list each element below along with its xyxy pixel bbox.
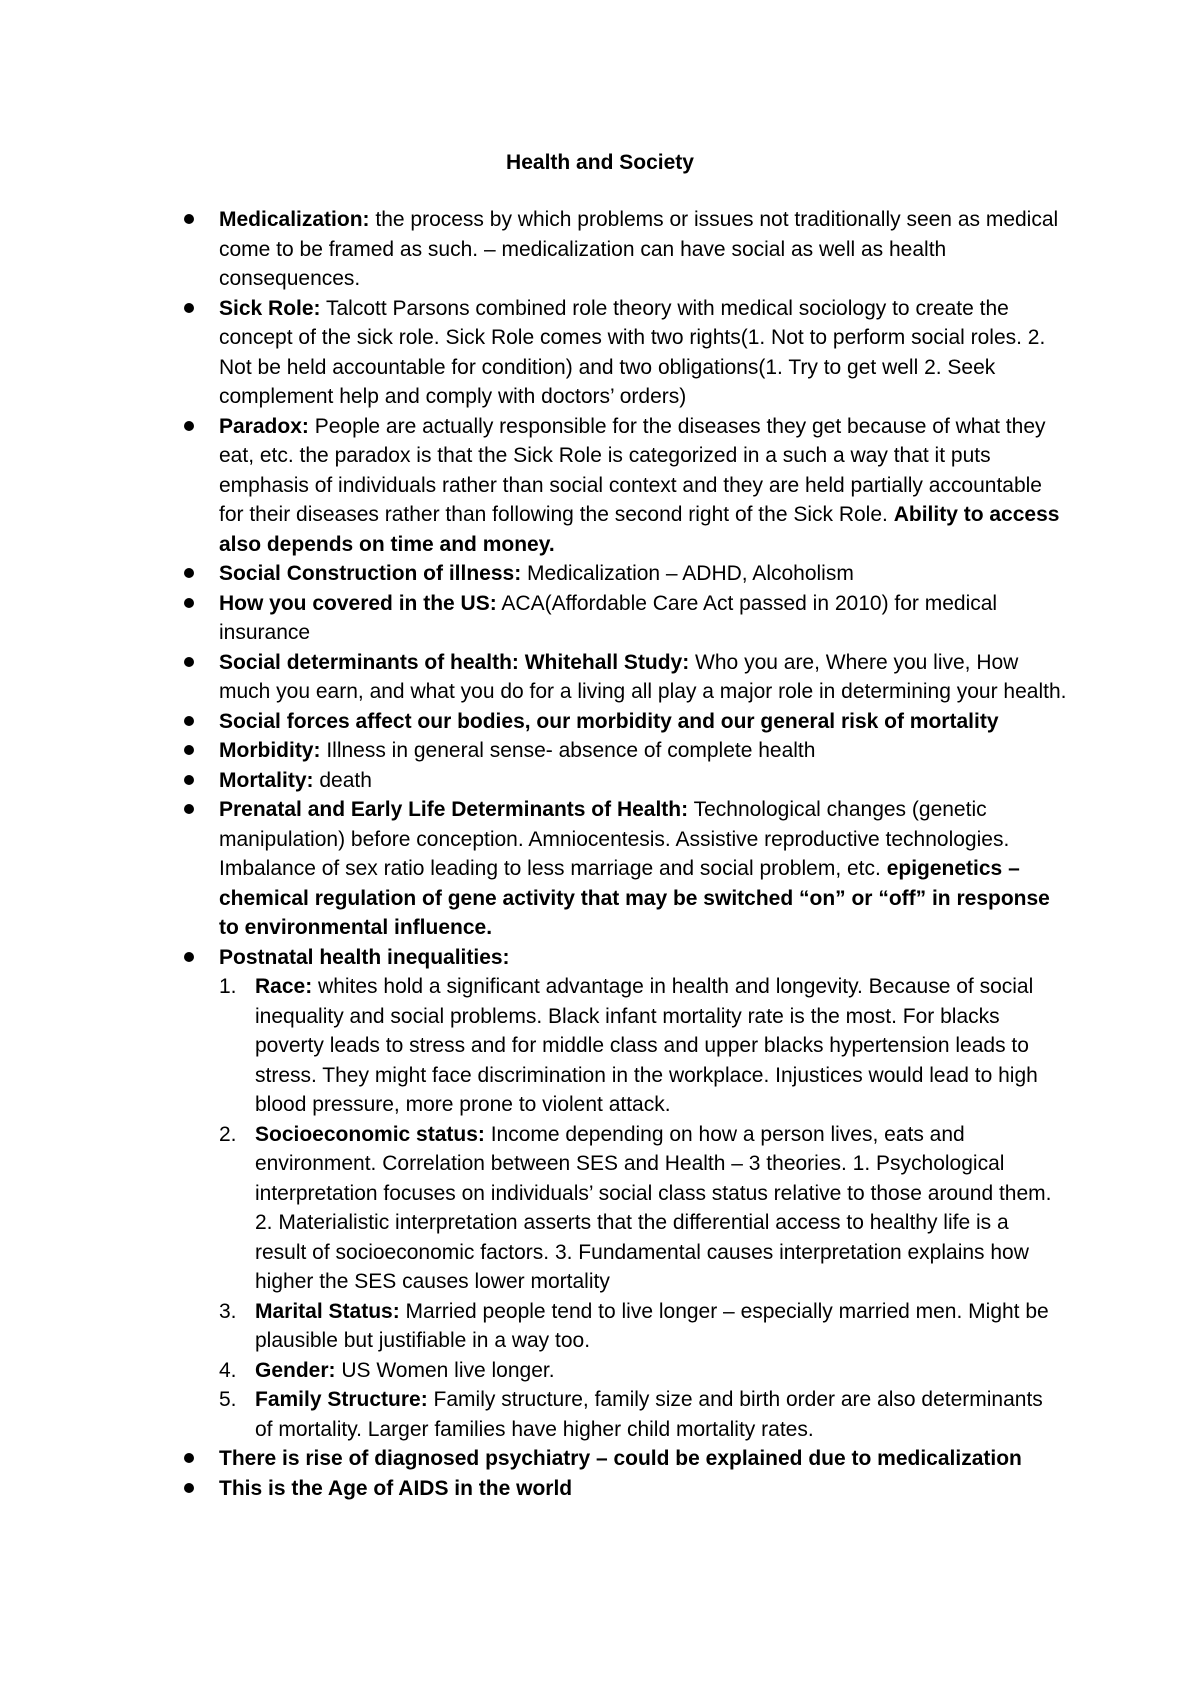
- item-number: 3.: [219, 1299, 237, 1323]
- term: Morbidity:: [219, 739, 321, 762]
- definition: Illness in general sense- absence of complete health: [320, 739, 816, 762]
- list-item: [0, 294, 1069, 412]
- list-item: [0, 412, 1069, 560]
- numbered-item: [0, 1356, 1065, 1386]
- term: Medicalization:: [219, 208, 370, 231]
- definition: the process by which problems or issues not traditionally seen as medical come to be framed as such. – medicalization can have social as well as health consequences.: [219, 208, 1059, 290]
- term: Family Structure:: [255, 1388, 428, 1411]
- term: Marital Status:: [255, 1299, 400, 1323]
- definition: US Women live longer.: [335, 1358, 555, 1382]
- term: Social forces affect our bodies, our morbidity and our general risk of mortality: [219, 709, 999, 733]
- definition: death: [313, 768, 372, 792]
- document-body: [0, 205, 1200, 1503]
- term: How you covered in the US:: [219, 591, 497, 615]
- bullet-icon: [184, 952, 194, 962]
- list-item: [0, 943, 1069, 1445]
- numbered-item: [0, 972, 1065, 1120]
- list-item: [0, 707, 1069, 737]
- numbered-list: [219, 972, 1069, 1444]
- list-item: [0, 559, 1069, 589]
- term: Race:: [255, 975, 313, 998]
- term: This is the Age of AIDS in the world: [219, 1476, 573, 1500]
- bullet-icon: [184, 745, 194, 755]
- item-number: 4.: [219, 1358, 237, 1382]
- bullet-icon: [184, 804, 194, 814]
- list-item: [0, 648, 1069, 707]
- term: Social determinants of health: Whitehall Study:: [219, 650, 690, 674]
- definition: Who you are, Where you live, How much you earn, and what you do for a living all play a major role in determining your health.: [219, 650, 1067, 703]
- term: Socioeconomic status:: [255, 1122, 485, 1146]
- item-number: 2.: [219, 1122, 237, 1146]
- bullet-icon: [184, 716, 194, 726]
- numbered-item: [0, 1297, 1065, 1356]
- bullet-icon: [184, 568, 194, 578]
- list-item: [0, 766, 1069, 796]
- emphasis: Ability to access also depends on time and money.: [219, 503, 1060, 556]
- emphasis: epigenetics – chemical regulation of gene activity that may be switched “on” or “off” in response to environmental influence.: [219, 857, 1050, 939]
- term: Gender:: [255, 1358, 336, 1382]
- term: Social Construction of illness:: [219, 562, 522, 585]
- definition: Married people tend to live longer – especially married men. Might be plausible but justifiable in a way too.: [255, 1299, 1049, 1352]
- bullet-icon: [184, 1453, 194, 1463]
- list-item: [0, 1474, 1069, 1504]
- list-item: [0, 205, 1069, 294]
- term: There is rise of diagnosed psychiatry – could be explained due to medicalization: [219, 1447, 1022, 1470]
- list-item: [0, 736, 1069, 766]
- item-number: 1.: [219, 975, 237, 998]
- list-item: [0, 589, 1069, 648]
- definition: Medicalization – ADHD, Alcoholism: [521, 562, 854, 585]
- numbered-item: [0, 1385, 1065, 1444]
- term: Sick Role:: [219, 296, 321, 320]
- term: Postnatal health inequalities:: [219, 945, 510, 969]
- definition: Technological changes (genetic manipulation) before conception. Amniocentesis. Assistive reproductive technologies. Imbalance of sex ratio leading to less marriage and social problem, etc.: [219, 798, 1010, 880]
- definition: ACA(Affordable Care Act passed in 2010) for medical insurance: [219, 591, 998, 644]
- term: Mortality:: [219, 768, 314, 792]
- item-number: 5.: [219, 1388, 237, 1411]
- bullet-icon: [184, 214, 194, 224]
- list-item: [0, 1444, 1069, 1474]
- definition: Income depending on how a person lives, eats and environment. Correlation between SES and Health – 3 theories. 1. Psychological interpretation focuses on individuals’ social class status relative to those around them. 2. Materialistic interpretation asserts that the differential access to healthy life is a result of socioeconomic factors. 3. Fundamental causes interpretation explains how higher the SES causes lower mortality: [255, 1122, 1052, 1293]
- definition: Family structure, family size and birth order are also determinants of mortality. Larger families have higher child mortality rates.: [255, 1388, 1043, 1441]
- bullet-icon: [184, 1483, 194, 1493]
- definition: Talcott Parsons combined role theory with medical sociology to create the concept of the sick role. Sick Role comes with two rights(1. Not to perform social roles. 2. Not be held accountable for condition) and two obligations(1. Try to get well 2. Seek complement help and comply with doctors’ orders): [219, 296, 1046, 408]
- term: Paradox:: [219, 414, 309, 438]
- bullet-list: [0, 205, 1200, 1503]
- bullet-icon: [184, 303, 194, 313]
- definition: People are actually responsible for the diseases they get because of what they eat, etc. the paradox is that the Sick Role is categorized in a such a way that it puts emphasis of individuals rather than social context and they are held partially accountable for their diseases rather than following the second right of the Sick Role.: [219, 414, 1046, 526]
- numbered-item: [0, 1120, 1065, 1297]
- definition: whites hold a significant advantage in health and longevity. Because of social inequality and social problems. Black infant mortality rate is the most. For blacks poverty leads to stress and for middle class and upper blacks hypertension leads to stress. They might face discrimination in the workplace. Injustices would lead to high blood pressure, more prone to violent attack.: [255, 975, 1038, 1116]
- bullet-icon: [184, 657, 194, 667]
- list-item: [0, 795, 1069, 943]
- term: Prenatal and Early Life Determinants of Health:: [219, 798, 689, 821]
- bullet-icon: [184, 598, 194, 608]
- bullet-icon: [184, 421, 194, 431]
- page-title: Health and Society: [506, 151, 694, 174]
- bullet-icon: [184, 775, 194, 785]
